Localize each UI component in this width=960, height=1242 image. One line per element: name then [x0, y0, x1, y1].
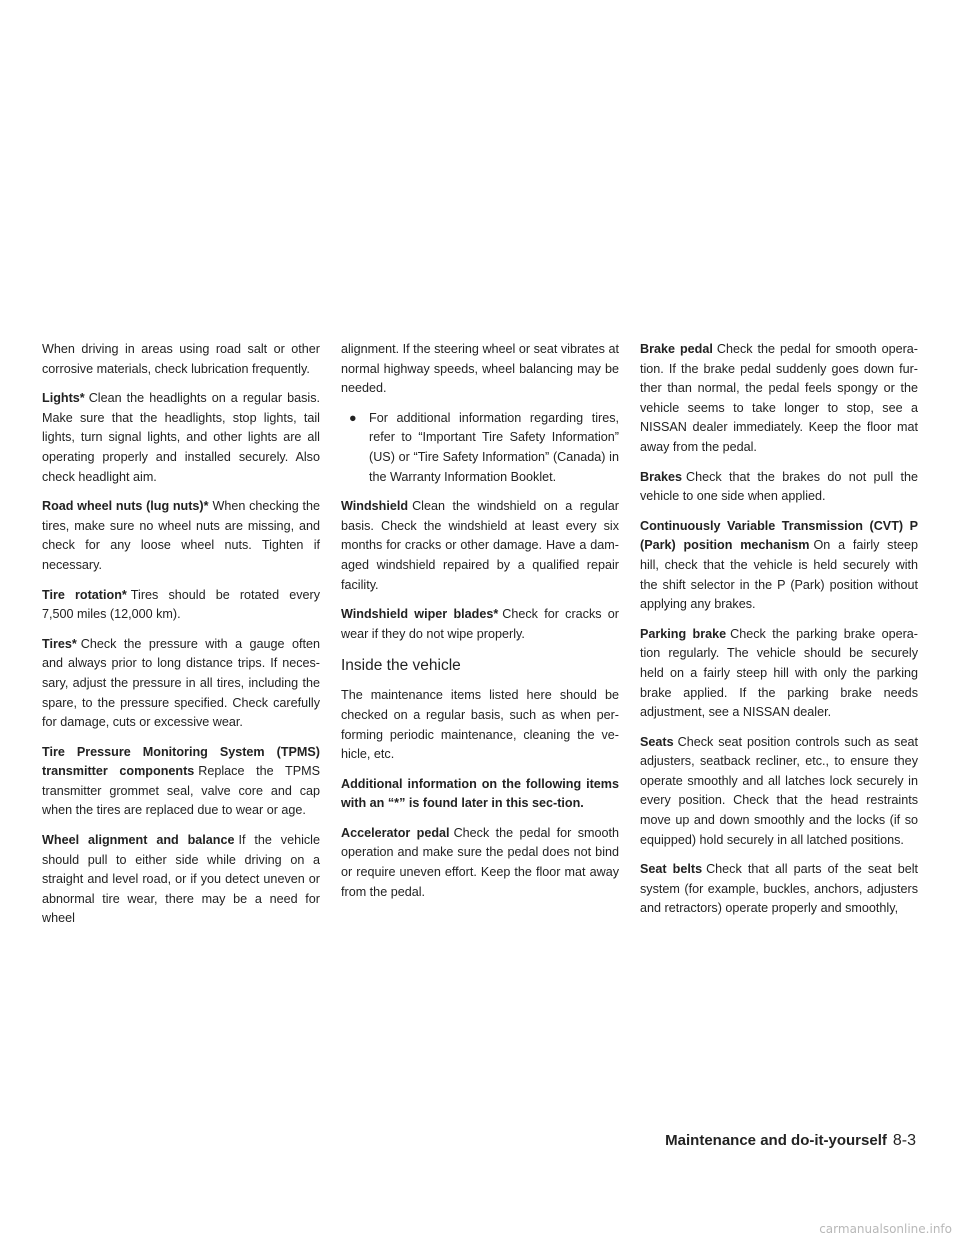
item-brakes [640, 468, 918, 507]
item-text: Check the parking brake opera-tion regularly. The vehicle should be securely held on a fairly steep hill with only the parking brake applied. If the parking brake needs adjustment, see a NISSAN dealer. [640, 626, 918, 720]
item-term: Brake pedal [640, 342, 713, 356]
item-term: Lights* [42, 391, 85, 406]
item-text: Replace the TPMS transmitter grommet seal, valve core and cap when the tires are replaced due to wear or age. [42, 764, 320, 818]
footer-section-title: Maintenance and do-it-yourself [665, 1132, 887, 1149]
section-heading: Inside the vehicle [341, 657, 461, 675]
item-text: Check that all parts of the seat belt system (for example, buckles, anchors, adjusters and retractors) operate properly and smoothly, [640, 862, 918, 916]
item-term: Road wheel nuts (lug nuts)* [42, 499, 209, 514]
item-seat-belts [640, 860, 918, 919]
item-term: Seats [640, 734, 674, 749]
watermark: carmanualsonline.info [819, 1222, 952, 1236]
item-text: On a fairly steep hill, check that the vehicle is held securely with the shift selector in the P (Park) position without applying any brakes. [640, 538, 918, 612]
item-text: Check that the brakes do not pull the vehicle to one side when applied. [640, 469, 918, 504]
item-brake-pedal [640, 340, 918, 458]
item-term: Brakes [640, 469, 683, 484]
item-accelerator-pedal [341, 824, 619, 902]
item-tires [42, 635, 320, 733]
item-wheel-alignment [42, 831, 320, 929]
item-seats [640, 733, 918, 851]
item-text: Check the pedal for smooth operation and make sure the pedal does not bind or require uneven effort. Keep the floor mat away from the pedal. [341, 825, 619, 899]
item-term: Windshield [341, 499, 409, 514]
continued-paragraph: alignment. If the steering wheel or seat vibrates at normal highway speeds, wheel balancing may be needed. [341, 342, 619, 396]
item-text: Tires should be rotated every 7,500 miles (12,000 km). [42, 587, 321, 622]
item-text: Clean the headlights on a regular basis. Make sure that the headlights, stop lights, tail lights, turn signal lights, and other lights are all operating properly and installed securely. Also check headlight aim. [42, 391, 320, 484]
item-term: Accelerator pedal [341, 825, 450, 840]
item-term: Windshield wiper blades* [341, 607, 499, 622]
item-wiper-blades [341, 605, 619, 644]
item-text: Check for cracks or wear if they do not wipe properly. [341, 607, 619, 641]
item-term: Wheel alignment and balance [42, 833, 235, 848]
item-tire-rotation [42, 586, 320, 625]
asterisk-note: Additional information on the following items with an “*” is found later in this sec-tion. [341, 776, 619, 811]
item-text: Check the pedal for smooth opera-tion. If the brake pedal suddenly goes down fur-ther than normal, the pedal feels spongy or the vehicle seems to take longer to stop, see a NISSAN dealer immediately. Keep the floor mat away from the pedal. [640, 342, 918, 454]
item-text: When checking the tires, make sure no wheel nuts are missing, and check for any loose wheel nuts. Tighten if necessary. [42, 499, 320, 572]
item-term: Tire Pressure Monitoring System (TPMS) transmitter components [42, 744, 320, 779]
column-3 [640, 340, 918, 929]
bullet-icon: ● [349, 410, 357, 425]
page-number: 8-3 [892, 1132, 916, 1149]
item-lights [42, 389, 320, 487]
column-2 [341, 340, 619, 912]
intro-paragraph: When driving in areas using road salt or other corrosive materials, check lubrication frequently. [42, 342, 320, 376]
item-term: Tire rotation* [42, 587, 127, 602]
item-parking-brake [640, 625, 918, 723]
column-1 [42, 340, 320, 939]
item-cvt-park [640, 517, 918, 615]
item-text: Clean the windshield on a regular basis. Check the windshield at least every six months for cracks or other damage. Have a dam-aged windshield repaired by a qualified repair facility. [341, 499, 619, 592]
item-tpms [42, 743, 320, 821]
item-text: Check the pressure with a gauge often and always prior to long distance trips. If neces-sary, adjust the pressure in all tires, including the spare, to the pressure specified. Check carefully for damage, cuts or excessive wear. [42, 636, 320, 730]
item-term: Seat belts [640, 862, 703, 877]
item-term: Tires* [42, 636, 77, 651]
section-intro: The maintenance items listed here should be checked on a regular basis, such as when per-forming periodic maintenance, cleaning the ve-hicle, etc. [341, 688, 619, 762]
item-text: If the vehicle should pull to either side while driving on a straight and level road, or if you detect uneven or abnormal tire wear, there may be a need for wheel [42, 833, 320, 926]
item-road-wheel-nuts [42, 497, 320, 575]
item-term: Parking brake [640, 626, 727, 641]
bullet-text: For additional information regarding tires, refer to “Important Tire Safety Information” (US) or “Tire Safety Information” (Canada) in the Warranty Information Booklet. [369, 410, 619, 484]
item-text: Check seat position controls such as seat adjusters, seatback recliner, etc., to ensure they operate smoothly and all latches lock securely in every position. Check that the head restraints move up and down smoothly and the locks (if so equipped) hold securely in all latched positions. [640, 734, 918, 847]
page-footer [665, 1132, 916, 1150]
bullet-item [341, 409, 619, 487]
item-windshield [341, 497, 619, 595]
item-term: Continuously Variable Transmission (CVT) P (Park) position mechanism [640, 518, 918, 553]
